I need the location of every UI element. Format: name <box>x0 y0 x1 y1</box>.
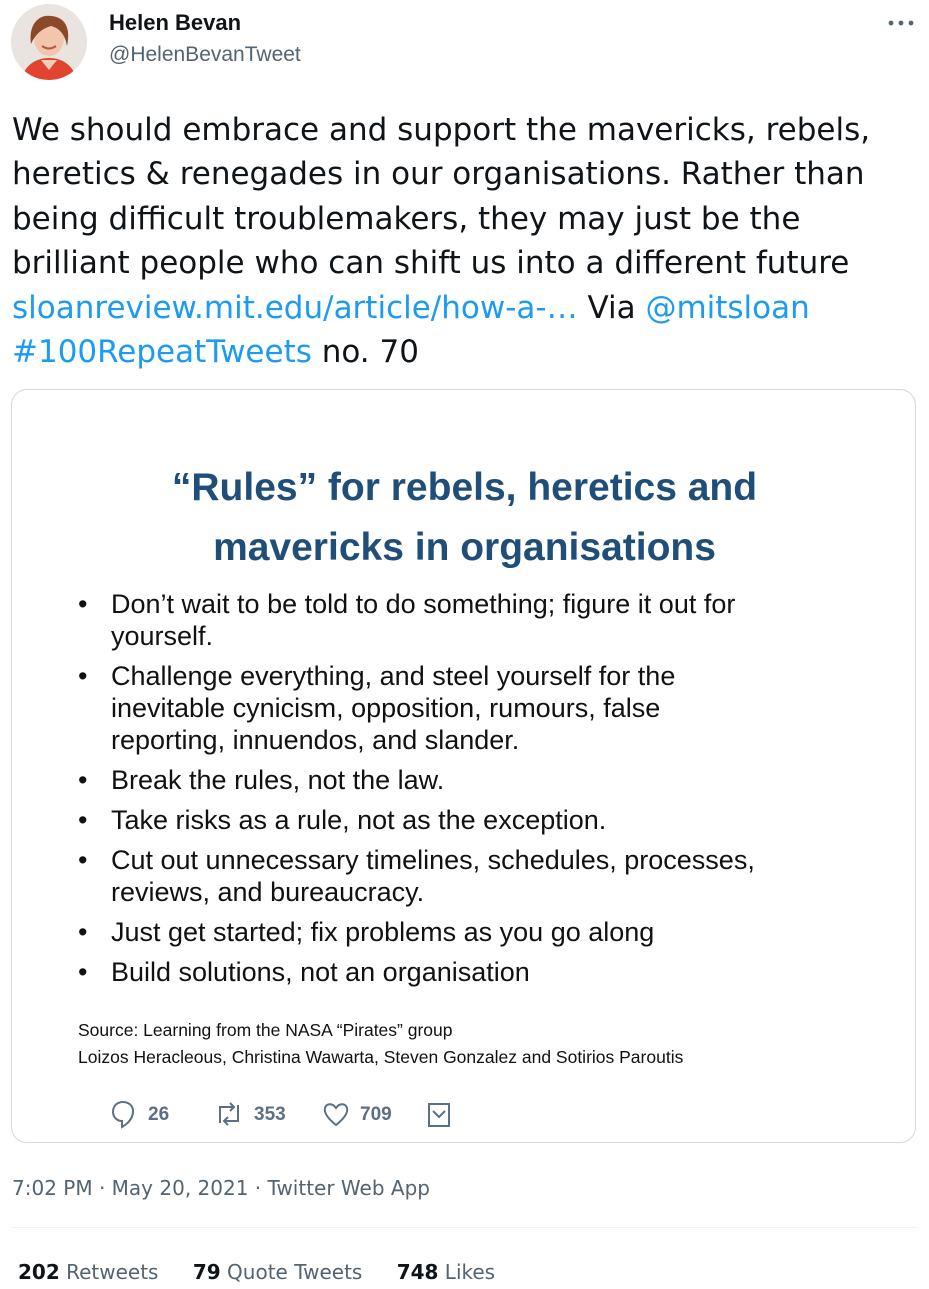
source-line: Loizos Heracleous, Christina Wawarta, Steven Gonzalez and Sotirios Paroutis <box>78 1047 684 1067</box>
heart-icon <box>322 1099 350 1129</box>
likes-stat[interactable]: 748 Likes <box>396 1260 496 1284</box>
tweet-text <box>12 108 917 374</box>
mention-link[interactable]: @mitsloan <box>645 289 810 326</box>
avatar[interactable] <box>11 4 87 80</box>
profile-photo-icon <box>11 4 87 80</box>
reply-icon <box>110 1099 136 1129</box>
slide-source <box>78 1017 683 1071</box>
hashtag-link[interactable]: #100RepeatTweets <box>12 334 312 371</box>
source-line: Source: Learning from the NASA “Pirates” group <box>78 1020 453 1040</box>
retweet-icon <box>214 1099 244 1129</box>
image-share <box>426 1096 456 1132</box>
rule-item: • Don’t wait to be told to do something; figure it out for yourself. <box>74 588 874 652</box>
tweet-line: We should embrace and support the mavericks, rebels, <box>12 112 871 148</box>
rule-item: • Break the rules, not the law. <box>74 764 874 796</box>
share-icon <box>426 1099 452 1129</box>
divider <box>12 1227 917 1228</box>
slide-title-line: “Rules” for rebels, heretics and <box>171 466 758 509</box>
author-name[interactable]: Helen Bevan <box>109 10 242 35</box>
rule-item: • Take risks as a rule, not as the exception. <box>74 804 874 836</box>
tweet-date[interactable]: May 20, 2021 <box>111 1176 249 1200</box>
slide-title-line: mavericks in organisations <box>213 526 716 569</box>
meta-separator: · <box>92 1176 112 1200</box>
via-text: Via <box>577 289 646 326</box>
tweet-stats <box>18 1260 523 1284</box>
slide-title <box>0 458 929 578</box>
rule-item: • Build solutions, not an organisation <box>74 956 874 988</box>
image-like-count: 709 <box>322 1096 402 1132</box>
image-retweet-count: 353 <box>214 1096 294 1132</box>
rules-list <box>74 588 874 996</box>
quote-tweets-stat[interactable]: 79 Quote Tweets <box>192 1260 363 1284</box>
author-handle[interactable]: @HelenBevanTweet <box>109 43 301 66</box>
rule-item: • Challenge everything, and steel yourself for the inevitable cynicism, opposition, rumours, false reporting, innuendos, and slander. <box>74 660 874 756</box>
tweet-line: brilliant people who can shift us into a different future <box>12 245 850 282</box>
suffix-text: no. 70 <box>311 334 419 371</box>
tweet-meta <box>12 1176 430 1200</box>
rule-item: • Just get started; fix problems as you go along <box>74 916 874 948</box>
image-reply-count: 26 <box>110 1096 170 1132</box>
meta-separator: · <box>248 1176 268 1200</box>
more-dots-icon <box>884 12 918 34</box>
tweet-line: being difficult troublemakers, they may just be the <box>12 200 801 237</box>
tweet-line: heretics & renegades in our organisations. Rather than <box>12 156 865 193</box>
tweet-source[interactable]: Twitter Web App <box>267 1176 430 1200</box>
tweet-line <box>12 330 917 374</box>
tweet-time[interactable]: 7:02 PM <box>12 1176 93 1200</box>
tweet-line <box>12 286 917 330</box>
article-link[interactable]: sloanreview.mit.edu/article/how-a-… <box>12 289 578 326</box>
more-options-button[interactable] <box>884 12 918 34</box>
rule-item: • Cut out unnecessary timelines, schedules, processes, reviews, and bureaucracy. <box>74 844 874 908</box>
retweets-stat[interactable]: 202 Retweets <box>18 1260 159 1284</box>
